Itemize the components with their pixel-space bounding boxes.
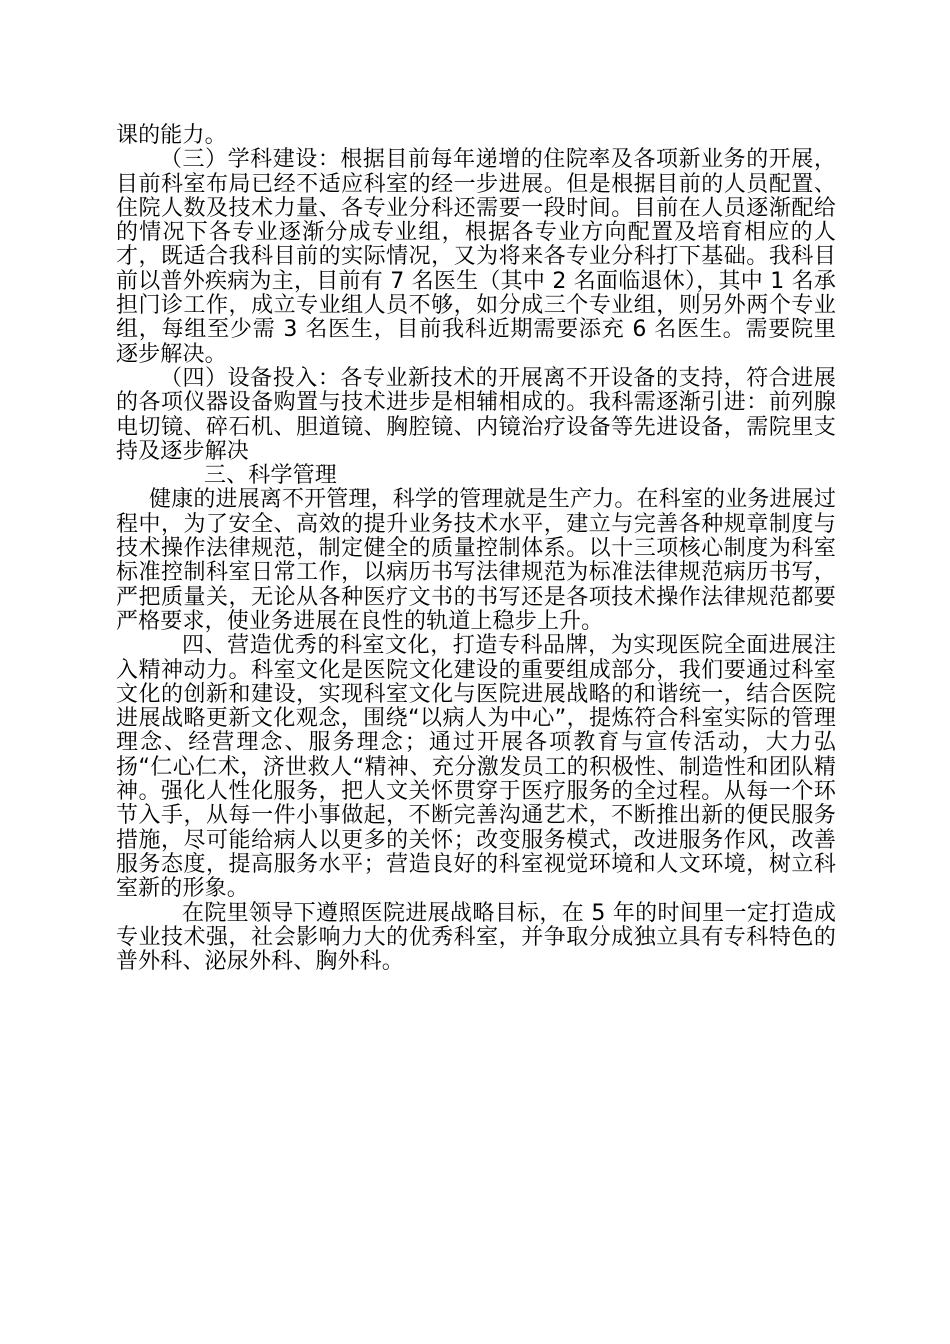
body-text: [116, 124, 836, 974]
paragraph-discipline-construction: （三）学科建设：根据目前每年递增的住院率及各项新业务的开展，目前科室布局已经不适应科室的经一步进展。但是根据目前的人员配置、住院人数及技术力量、各专业分科还需要一段时间。目前在人员逐渐配给的情况下各专业逐渐分成专业组，根据各专业方向配置及培育相应的人才，既适合我科目前的实际情况，又为将来各专业分科打下基础。我科目前以普外疾病为主，目前有 7 名医生（其中 2 名面临退休），其中 1 名承担门诊工作，成立专业组人员不够，如分成三个专业组，则另外两个专业组，每组至少需 3 名医生，目前我科近期需要添充 6 名医生。需要院里逐步解决。: [116, 147, 836, 367]
section-heading-scientific-management: 三、科学管理: [204, 463, 337, 489]
paragraph-scientific-management: 健康的进展离不开管理，科学的管理就是生产力。在科室的业务进展过程中，为了安全、高效的提升业务技术水平，建立与完善各种规章制度与技术操作法律规范，制定健全的质量控制体系。以十三项核心制度为科室标准控制科室日常工作，以病历书写法律规范为标准法律规范病历书写，严把质量关，无论从各种医疗文书的书写还是各项技术操作法律规范都要严格要求，使业务进展在良性的轨道上稳步上升。: [116, 487, 836, 634]
paragraph-equipment-investment: （四）设备投入：各专业新技术的开展离不开设备的支持，符合进展的各项仪器设备购置与技术进步是相辅相成的。我科需逐渐引进：前列腺电切镜、碎石机、胆道镜、胸腔镜、内镜治疗设备等先进设备，需院里支持及逐步解决: [116, 365, 836, 464]
paragraph-continuation: 课的能力。: [116, 123, 227, 148]
paragraph-five-year-goal: 在院里领导下遵照医院进展战略目标，在 5 年的时间里一定打造成专业技术强，社会影响力大的优秀科室，并争取分成独立具有专科特色的普外科、泌尿外科、胸外科。: [116, 900, 836, 975]
paragraph-department-culture: 四、营造优秀的科室文化，打造专科品牌，为实现医院全面进展注入精神动力。科室文化是医院文化建设的重要组成部分，我们要通过科室文化的创新和建设，实现科室文化与医院进展战略的和谐统一，结合医院进展战略更新文化观念，围绕“以病人为中心”，提炼符合科室实际的管理理念、经营理念、服务理念；通过开展各项教育与宣传活动，大力弘扬“仁心仁术，济世救人“精神、充分激发员工的积极性、制造性和团队精神。强化人性化服务，把人文关怀贯穿于医疗服务的全过程。从每一个环节入手，从每一件小事做起，不断完善沟通艺术，不断推出新的便民服务措施，尽可能给病人以更多的关怀；改变服务模式，改进服务作风，改善服务态度，提高服务水平；营造良好的科室视觉环境和人文环境，树立科室新的形象。: [116, 633, 836, 902]
